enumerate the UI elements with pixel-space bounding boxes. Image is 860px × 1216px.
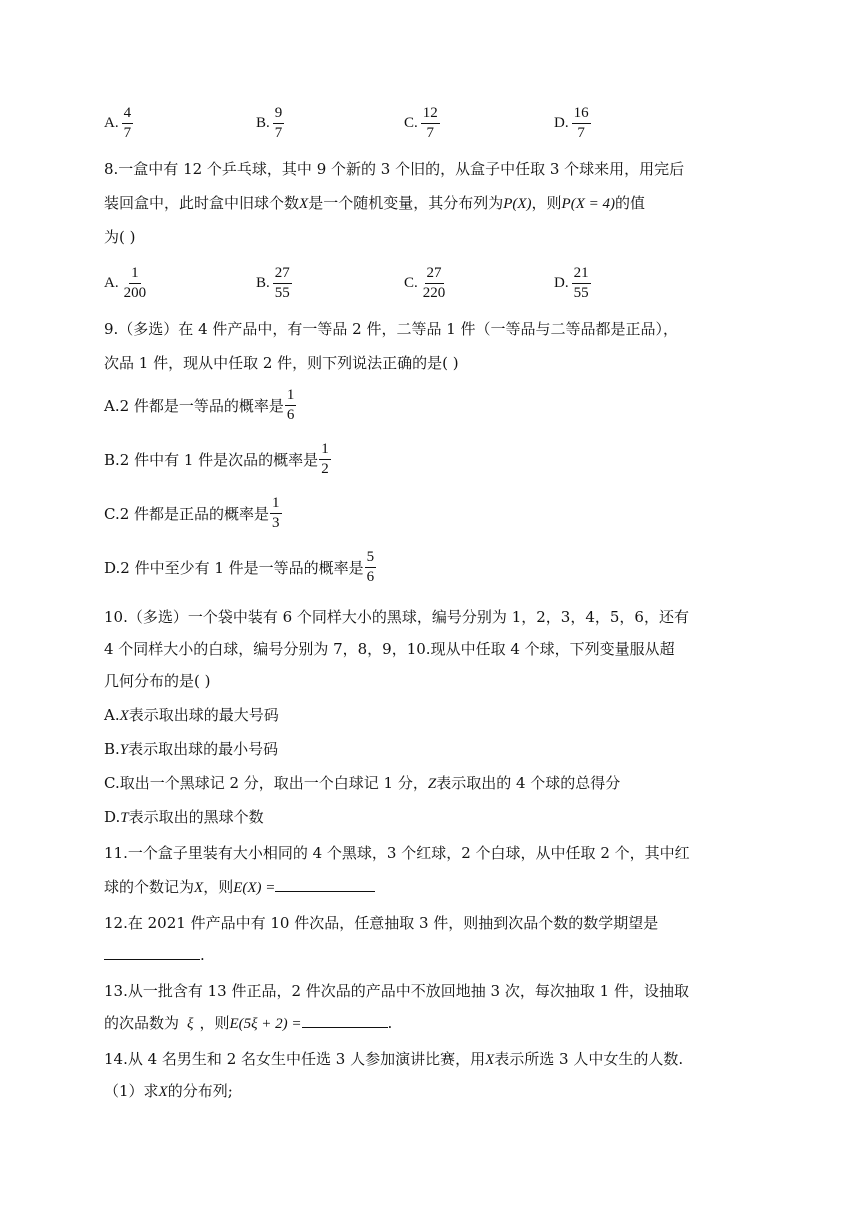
- variable-x: X: [299, 196, 309, 212]
- numerator: 1: [285, 388, 297, 406]
- numerator: 21: [572, 266, 591, 284]
- q7-option-b: [256, 106, 285, 141]
- q8-line-1: 8.一盒中有 12 个乒乓球，其中 9 个新的 3 个旧的，从盒子中任取 3 个球来用，用完后: [104, 160, 685, 178]
- denominator: 3: [272, 515, 280, 531]
- q7-option-c: [404, 106, 441, 141]
- variable-x: X: [158, 1084, 168, 1100]
- option-label: C.: [404, 275, 418, 291]
- text: ，则: [199, 1014, 230, 1032]
- numerator: 12: [421, 106, 440, 124]
- fraction: [365, 550, 377, 585]
- option-text: A.2 件都是一等品的概率是: [104, 397, 284, 415]
- option-text: B.2 件中有 1 件是次品的概率是: [104, 451, 319, 469]
- text: 14.从 4 名男生和 2 名女生中任选 3 人参加演讲比赛，用: [104, 1050, 486, 1068]
- denominator: 6: [366, 569, 375, 585]
- q11-line-2: [104, 876, 375, 899]
- q8-option-a: [104, 266, 149, 301]
- q10-option-d: [104, 806, 264, 829]
- fraction: [319, 442, 331, 477]
- fraction: [273, 106, 285, 141]
- q11-line-1: 11.一个盒子里装有大小相同的 4 个黑球，3 个红球，2 个白球，从中任取 2 个，其中红: [104, 844, 690, 862]
- fraction: [572, 106, 591, 141]
- option-label: C.: [404, 115, 418, 131]
- q14-line-1: [104, 1048, 683, 1071]
- fraction: [122, 266, 149, 301]
- fraction: [421, 106, 440, 141]
- q8-option-c: [404, 266, 448, 301]
- option-text: D.2 件中至少有 1 件是一等品的概率是: [104, 559, 364, 577]
- q7-option-d: [554, 106, 592, 141]
- answer-blank[interactable]: [302, 1012, 388, 1028]
- denominator: 7: [426, 125, 435, 141]
- denominator: 6: [286, 407, 295, 423]
- denominator: 2: [321, 461, 329, 477]
- denominator: 7: [274, 125, 283, 141]
- q9-option-c: [104, 496, 283, 531]
- option-text: C.2 件都是正品的概率是: [104, 505, 270, 523]
- answer-blank[interactable]: [104, 944, 200, 960]
- text: 的分布列;: [167, 1082, 233, 1100]
- denominator: 7: [123, 125, 132, 141]
- denominator: 220: [422, 285, 446, 301]
- text: 的次品数为: [104, 1014, 180, 1032]
- text: 表示取出球的最小号码: [128, 740, 279, 758]
- text: C.取出一个黑球记 2 分，取出一个白球记 1 分，: [104, 774, 428, 792]
- variable-y: Y: [119, 742, 129, 758]
- q9-option-b: [104, 442, 332, 477]
- variable-x: X: [119, 708, 129, 724]
- q8-option-b: [256, 266, 293, 301]
- numerator: 27: [273, 266, 292, 284]
- q12-line-1: 12.在 2021 件产品中有 10 件次品，任意抽取 3 件，则抽到次品个数的数学期望是: [104, 914, 659, 932]
- text: ，则: [203, 878, 234, 896]
- numerator: 5: [365, 550, 377, 568]
- fraction: [122, 106, 134, 141]
- expression-ex: E(X) =: [233, 880, 276, 896]
- text: 装回盒中，此时盒中旧球个数: [104, 194, 300, 212]
- text: 表示取出的黑球个数: [128, 808, 264, 826]
- expression-px4: P(X = 4): [561, 196, 615, 212]
- q10-option-b: [104, 738, 278, 761]
- fraction: [285, 388, 297, 423]
- variable-t: T: [120, 810, 129, 826]
- q12-line-2: [104, 944, 205, 966]
- answer-blank[interactable]: [275, 876, 375, 892]
- denominator: 55: [573, 285, 589, 301]
- q7-option-a: [104, 106, 134, 141]
- expression-e5xi: E(5ξ + 2) =: [229, 1016, 302, 1032]
- q8-line-3: 为( ): [104, 228, 136, 246]
- text: 是一个随机变量，其分布列为: [308, 194, 504, 212]
- q10-line-2: 4 个同样大小的白球，编号分别为 7，8，9，10.现从中任取 4 个球，下列变量服从超: [104, 640, 675, 658]
- text: .: [200, 946, 205, 964]
- option-label: B.: [256, 115, 270, 131]
- numerator: 1: [319, 442, 331, 460]
- denominator: 7: [577, 125, 585, 141]
- numerator: 1: [129, 266, 141, 284]
- q8-option-d: [554, 266, 592, 301]
- q10-option-a: [104, 704, 279, 727]
- numerator: 27: [425, 266, 444, 284]
- q10-option-c: [104, 772, 620, 795]
- option-label: D.: [554, 275, 569, 291]
- numerator: 16: [572, 106, 591, 124]
- numerator: 9: [273, 106, 285, 124]
- q9-option-a: [104, 388, 297, 423]
- text: 球的个数记为: [104, 878, 195, 896]
- text: 表示所选 3 人中女生的人数.: [494, 1050, 684, 1068]
- q10-line-3: 几何分布的是( ): [104, 672, 211, 690]
- q13-line-2: [104, 1012, 392, 1035]
- q9-line-2: 次品 1 件，现从中任取 2 件，则下列说法正确的是( ): [104, 354, 459, 372]
- q9-option-d: [104, 550, 377, 585]
- q9-line-1: 9.（多选）在 4 件产品中，有一等品 2 件，二等品 1 件（一等品与二等品都是正品），: [104, 320, 679, 338]
- text: .: [387, 1014, 393, 1032]
- text: ，则: [531, 194, 562, 212]
- q10-line-1: 10.（多选）一个袋中装有 6 个同样大小的黑球，编号分别为 1，2，3，4，5，6，还有: [104, 608, 689, 626]
- numerator: 4: [122, 106, 134, 124]
- q13-line-1: 13.从一批含有 13 件正品，2 件次品的产品中不放回地抽 3 次，每次抽取 1 件，设抽取: [104, 982, 689, 1000]
- q8-line-2: [104, 192, 645, 215]
- text: B.: [104, 740, 120, 758]
- option-label: B.: [256, 275, 270, 291]
- expression-px: P(X): [503, 196, 532, 212]
- text: 的值: [614, 194, 645, 212]
- text: D.: [104, 808, 121, 826]
- option-label: D.: [554, 115, 569, 131]
- text: A.: [104, 706, 120, 724]
- denominator: 55: [274, 285, 290, 301]
- q14-line-2: [104, 1080, 233, 1103]
- text: 表示取出球的最大号码: [128, 706, 279, 724]
- fraction: [572, 266, 591, 301]
- variable-xi: ξ: [187, 1016, 194, 1032]
- text: （1）求: [104, 1082, 159, 1100]
- variable-x: X: [194, 880, 204, 896]
- fraction: [421, 266, 448, 301]
- option-label: A.: [104, 275, 119, 291]
- fraction: [273, 266, 292, 301]
- variable-z: Z: [427, 776, 437, 792]
- text: 表示取出的 4 个球的总得分: [436, 774, 621, 792]
- numerator: 1: [270, 496, 282, 514]
- fraction: [270, 496, 282, 531]
- denominator: 200: [123, 285, 147, 301]
- option-label: A.: [104, 115, 119, 131]
- variable-x: X: [485, 1052, 495, 1068]
